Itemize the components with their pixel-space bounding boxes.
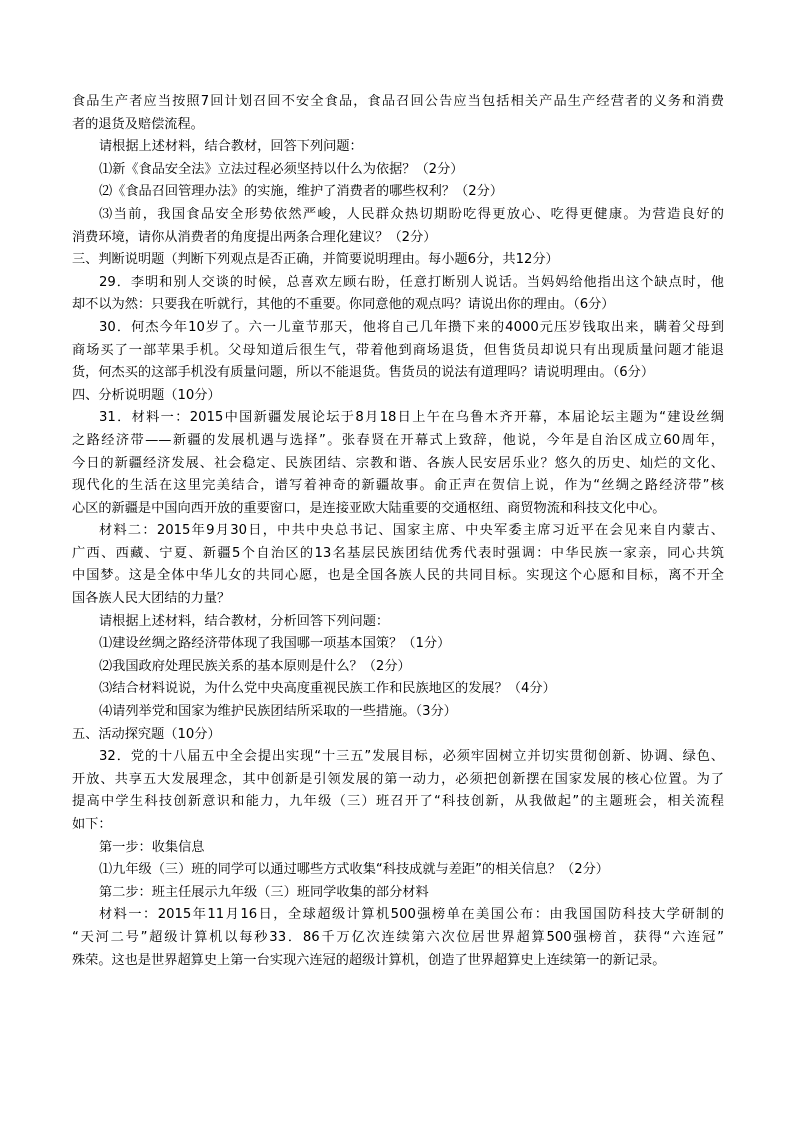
text-line: 提高中学生科技创新意识和能力，九年级（三）班召开了“科技创新，从我做起”的主题班会，相关流程 <box>72 794 724 810</box>
text-line: ⑶结合材料说说，为什么党中央高度重视民族工作和民族地区的发展？（4分） <box>99 681 556 697</box>
text-line: 商场买了一部苹果手机。父母知道后很生气，带着他到商场退货，但售货员却说只有出现质量问题才能退 <box>72 342 724 358</box>
text-line: 殊荣。这也是世界超算史上第一台实现六连冠的超级计算机，创造了世界超算史上连续第一的新记录。 <box>72 952 666 968</box>
text-line: 四、分析说明题（10分） <box>72 387 221 403</box>
text-line: 如下： <box>72 817 112 832</box>
text-line: 之路经济带——新疆的发展机遇与选择”。张春贤在开幕式上致辞，他说，今年是自治区成立60周年， <box>72 432 724 448</box>
text-line: “天河二号”超级计算机以每秒33．86千万亿次连续第六次位居世界超算500强榜首，获得“六连冠” <box>72 929 724 945</box>
text-line: 32．党的十八届五中全会提出实现“十三五”发展目标，必须牢固树立并切实贯彻创新、协调、绿色、 <box>99 749 724 765</box>
text-line: ⑴建设丝绸之路经济带体现了我国哪一项基本国策？（1分） <box>99 636 451 652</box>
text-line: 心区的新疆是中国向西开放的重要窗口，是连接亚欧大陆重要的交通枢纽、商贸物流和科技文化中心。 <box>72 500 666 516</box>
document-page <box>72 91 724 972</box>
text-line: 30．何杰今年10岁了。六一儿童节那天，他将自己几年攒下来的4000元压岁钱取出来，瞒着父母到 <box>99 319 724 335</box>
text-line: ⑴新《食品安全法》立法过程必须坚持以什么为依据？（2分） <box>99 161 464 177</box>
text-line: 货，何杰买的这部手机没有质量问题，所以不能退货。售货员的说法有道理吗？请说明理由。（6分） <box>72 365 655 381</box>
text-line: 请根据上述材料，结合教材，分析回答下列问题： <box>99 613 390 629</box>
text-line: 今日的新疆经济发展、社会稳定、民族团结、宗教和谐、各族人民安居乐业？悠久的历史、灿烂的文化、 <box>72 455 724 471</box>
text-line: 食品生产者应当按照7回计划召回不安全食品，食品召回公告应当包括相关产品生产经营者的义务和消费 <box>72 94 724 109</box>
text-line: 三、判断说明题（判断下列观点是否正确，并简要说明理由。每小题6分，共12分） <box>72 252 559 268</box>
text-line: 第一步：收集信息 <box>99 839 205 855</box>
text-line: 中国梦。这是全体中华儿女的共同心愿，也是全国各族人民的共同目标。实现这个心愿和目标，离不开全 <box>72 568 724 584</box>
text-line: 消费环境，请你从消费者的角度提出两条合理化建议？（2分） <box>72 229 437 245</box>
text-line: 者的退货及赔偿流程。 <box>72 116 204 132</box>
text-line: 第二步：班主任展示九年级（三）班同学收集的部分材料 <box>99 884 429 900</box>
text-line: 国各族人民大团结的力量？ <box>72 591 231 607</box>
text-line: 现代化的生活在这里完美结合，谱写着神奇的新疆故事。俞正声在贺信上说，作为“丝绸之路经济带”核 <box>72 478 724 494</box>
text-line: 广西、西藏、宁夏、新疆5个自治区的13名基层民族团结优秀代表时强调：中华民族一家亲，同心共筑 <box>72 545 724 561</box>
text-line: 29．李明和别人交谈的时候，总喜欢左顾右盼，任意打断别人说话。当妈妈给他指出这个缺点时，他 <box>99 274 724 290</box>
text-line: 请根据上述材料，结合教材，回答下列问题： <box>99 139 363 155</box>
text-line: ⑵我国政府处理民族关系的基本原则是什么？（2分） <box>99 658 411 674</box>
text-line: 五、活动探究题（10分） <box>72 726 221 742</box>
text-line: ⑵《食品召回管理办法》的实施，维护了消费者的哪些权利？（2分） <box>99 184 504 200</box>
text-line: 开放、共享五大发展理念，其中创新是引领发展的第一动力，必须把创新摆在国家发展的核心位置。为了 <box>72 771 724 787</box>
text-line: 材料一：2015年11月16日，全球超级计算机500强榜单在美国公布：由我国国防科技大学研制的 <box>99 907 724 923</box>
text-line: ⑴九年级（三）班的同学可以通过哪些方式收集“科技成就与差距”的相关信息？（2分） <box>99 862 609 878</box>
text-line: ⑶当前，我国食品安全形势依然严峻，人民群众热切期盼吃得更放心、吃得更健康。为营造良好的 <box>99 206 724 222</box>
text-line: ⑷请列举党和国家为维护民族团结所采取的一些措施。（3分） <box>99 704 457 720</box>
text-line: 31．材料一：2015中国新疆发展论坛于8月18日上午在乌鲁木齐开幕，本届论坛主题为“建设丝绸 <box>99 410 724 426</box>
text-line: 材料二：2015年9月30日，中共中央总书记、国家主席、中央军委主席习近平在会见来自内蒙古、 <box>99 523 724 539</box>
text-line: 却不以为然：只要我在听就行，其他的不重要。你同意他的观点吗？请说出你的理由。（6分） <box>72 297 615 313</box>
